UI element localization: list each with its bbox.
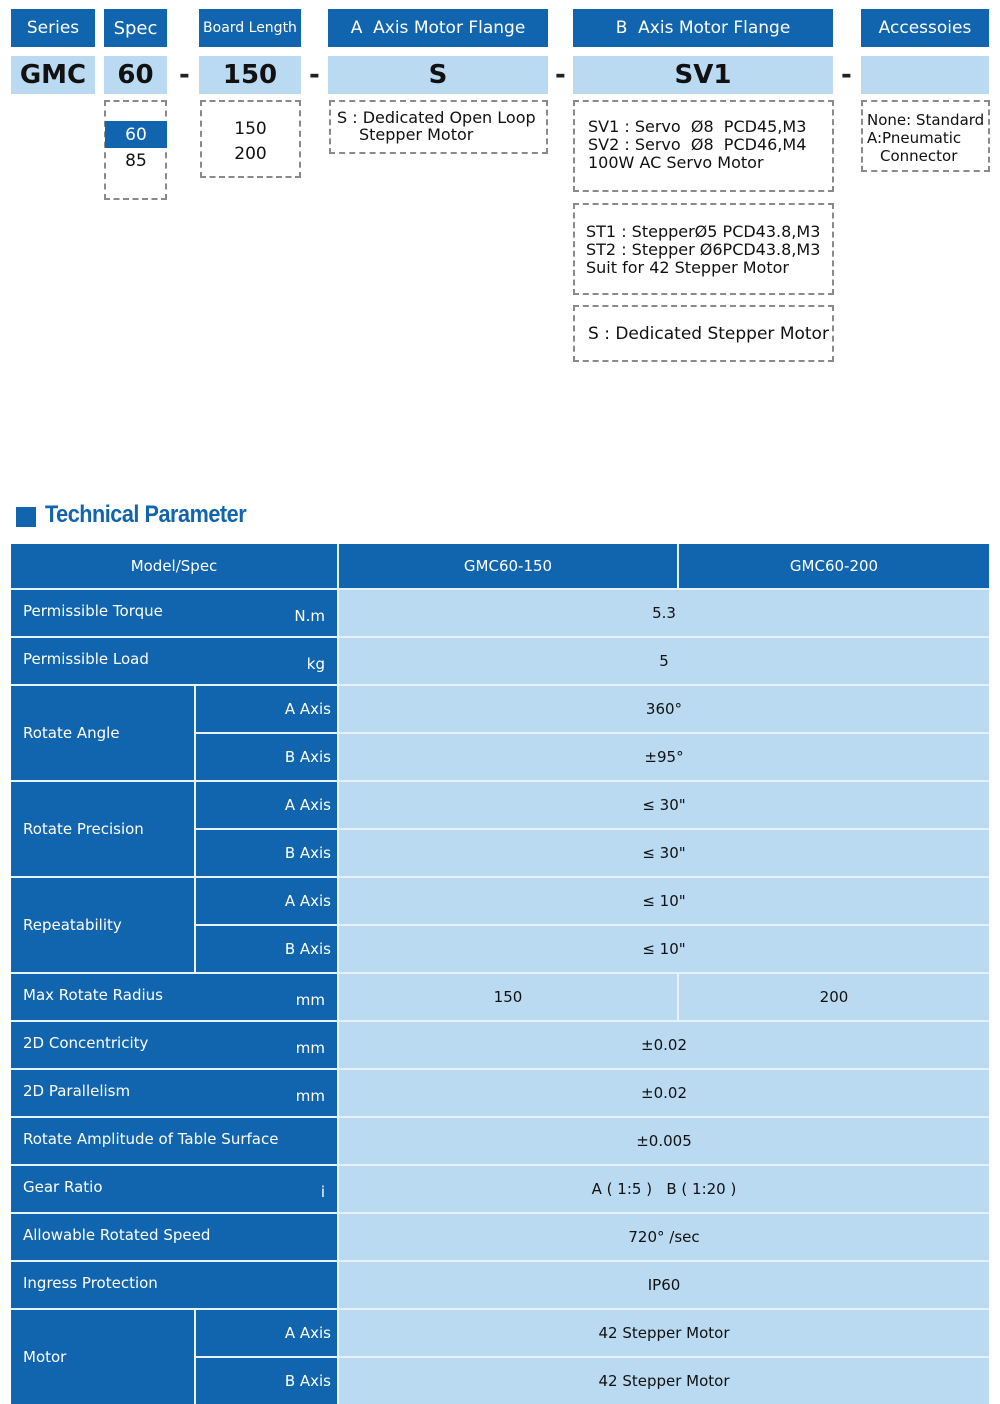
row-label-text: Max Rotate Radius [23, 986, 163, 1004]
row-value [339, 926, 989, 972]
row-value [339, 590, 989, 636]
a-axis-options-box [329, 100, 548, 154]
accessories-option-line: Connector [880, 147, 958, 165]
table-row [11, 1166, 989, 1212]
row-label-text: Rotate Angle [23, 724, 120, 742]
table-row [11, 1118, 989, 1164]
row-sub-label [196, 926, 337, 972]
b-axis-flange-header-label: B Axis Motor Flange [615, 18, 791, 38]
accessories-option-line: None: Standard [867, 111, 985, 129]
row-value [339, 1070, 989, 1116]
b-axis-flange-value-text: SV1 [674, 60, 732, 90]
row-label-text: Allowable Rotated Speed [23, 1226, 211, 1244]
row-label-text: 2D Parallelism [23, 1082, 131, 1100]
row-label [11, 686, 194, 780]
row-value-text: A ( 1:5 ) B ( 1:20 ) [591, 1180, 737, 1198]
row-label [11, 1262, 337, 1308]
b-axis-option-line: 100W AC Servo Motor [588, 153, 764, 172]
row-value-text: ≤ 10" [642, 892, 686, 910]
row-label [11, 1310, 194, 1404]
b-axis-flange-value [573, 56, 833, 94]
row-value-text: ≤ 10" [642, 940, 686, 958]
row-unit [257, 590, 337, 636]
b-axis-option-line: ST1 : StepperØ5 PCD43.8,M3 [586, 222, 821, 241]
b-axis-servo-options-box [573, 100, 834, 192]
spec-option-label: 60 [125, 124, 147, 145]
table-row [11, 878, 989, 972]
board-length-option[interactable] [200, 143, 301, 165]
header-model-text: GMC60-200 [789, 557, 879, 575]
row-unit [257, 1022, 337, 1068]
separator: - [179, 60, 190, 90]
a-axis-flange-header [328, 9, 548, 47]
board-length-option-label: 150 [234, 119, 267, 139]
separator: - [309, 60, 320, 90]
row-unit [257, 974, 337, 1020]
row-value-text: 42 Stepper Motor [598, 1324, 730, 1342]
table-row [11, 590, 989, 636]
series-value [11, 56, 95, 94]
row-sub-label-text: B Axis [284, 1372, 331, 1390]
row-unit-text: N.m [294, 607, 325, 625]
row-value-text: ±0.005 [636, 1132, 692, 1150]
spec-value-text: 60 [117, 60, 154, 90]
row-sub-label [196, 878, 337, 924]
row-value [339, 638, 989, 684]
row-value [339, 686, 989, 732]
row-label-text: Gear Ratio [23, 1178, 103, 1196]
row-value [339, 782, 989, 828]
spec-option-label: 85 [125, 151, 147, 171]
row-sub-label [196, 1310, 337, 1356]
table-row [11, 782, 989, 876]
row-label-text: Rotate Amplitude of Table Surface [23, 1130, 279, 1148]
header-model [679, 544, 989, 588]
accessories-header [861, 9, 989, 47]
row-label [11, 782, 194, 876]
row-value-text: ±0.02 [641, 1036, 687, 1054]
row-sub-label-text: A Axis [284, 700, 331, 718]
row-value-text: 720° /sec [628, 1228, 700, 1246]
series-header [11, 9, 95, 47]
series-header-label: Series [26, 18, 80, 38]
row-label-text: Repeatability [23, 916, 122, 934]
table-row [11, 1262, 989, 1308]
row-value-text: 5.3 [652, 604, 676, 622]
row-label-text: Permissible Load [23, 650, 149, 668]
row-value-text: 150 [493, 988, 523, 1006]
row-label-text: Ingress Protection [23, 1274, 158, 1292]
a-axis-option-line: S : Dedicated Open Loop [337, 108, 536, 127]
row-value-text: 42 Stepper Motor [598, 1372, 730, 1390]
row-sub-label [196, 830, 337, 876]
row-sub-label-text: A Axis [284, 892, 331, 910]
row-sub-label-text: A Axis [284, 1324, 331, 1342]
accessories-options-box [861, 100, 990, 172]
technical-parameter-table [11, 544, 989, 1404]
board-length-header-label: Board Length [203, 20, 297, 36]
b-axis-dedicated-options-box [573, 305, 834, 362]
a-axis-option-line: Stepper Motor [359, 125, 474, 144]
row-sub-label [196, 734, 337, 780]
row-unit-text: mm [295, 1087, 325, 1105]
header-model-text: GMC60-150 [463, 557, 553, 575]
spec-value [104, 56, 167, 94]
table-row [11, 638, 989, 684]
row-sub-label-text: A Axis [284, 796, 331, 814]
a-axis-flange-value-text: S [428, 60, 448, 90]
table-row [11, 1310, 989, 1404]
row-label [11, 1214, 337, 1260]
b-axis-option-line: Suit for 42 Stepper Motor [586, 258, 789, 277]
spec-header [104, 9, 167, 47]
row-sub-label [196, 686, 337, 732]
table-row [11, 974, 989, 1020]
row-value-text: ≤ 30" [642, 796, 686, 814]
accessories-option-line: A:Pneumatic [867, 129, 962, 147]
board-length-header [199, 9, 301, 47]
b-axis-stepper-options-box [573, 203, 834, 295]
row-value [679, 974, 989, 1020]
section-title: Technical Parameter [45, 501, 247, 528]
row-label-text: 2D Concentricity [23, 1034, 149, 1052]
board-length-value [199, 56, 301, 94]
row-value [339, 830, 989, 876]
spec-header-label: Spec [113, 17, 158, 39]
row-value [339, 1022, 989, 1068]
row-unit [257, 1070, 337, 1116]
row-value [339, 878, 989, 924]
row-value-text: 360° [645, 700, 683, 718]
row-value [339, 1262, 989, 1308]
header-model-spec [11, 544, 337, 588]
accessories-value [861, 56, 989, 94]
table-row [11, 1022, 989, 1068]
b-axis-flange-header [573, 9, 833, 47]
row-unit-text: mm [295, 991, 325, 1009]
row-sub-label [196, 782, 337, 828]
row-label-text: Rotate Precision [23, 820, 144, 838]
row-sub-label-text: B Axis [284, 844, 331, 862]
header-model-spec-text: Model/Spec [130, 557, 218, 575]
row-value-text: ±0.02 [641, 1084, 687, 1102]
table-row [11, 1214, 989, 1260]
b-axis-option-line: S : Dedicated Stepper Motor [588, 324, 829, 344]
board-length-option-label: 200 [234, 144, 267, 164]
row-unit-text: i [320, 1183, 325, 1201]
row-value [339, 1166, 989, 1212]
header-model [339, 544, 677, 588]
table-row [11, 1070, 989, 1116]
table-row [11, 686, 989, 780]
series-value-text: GMC [19, 60, 87, 90]
row-value [339, 1310, 989, 1356]
row-value [339, 1358, 989, 1404]
b-axis-option-line: ST2 : Stepper Ø6PCD43.8,M3 [586, 240, 821, 259]
row-sub-label [196, 1358, 337, 1404]
row-label-text: Permissible Torque [23, 602, 163, 620]
a-axis-flange-header-label: A Axis Motor Flange [350, 18, 526, 38]
row-value-text: ±95° [644, 748, 684, 766]
row-value-text: IP60 [647, 1276, 681, 1294]
b-axis-option-line: SV1 : Servo Ø8 PCD45,M3 [588, 117, 807, 136]
row-value [339, 1118, 989, 1164]
row-label-text: Motor [23, 1348, 67, 1366]
row-value-text: ≤ 30" [642, 844, 686, 862]
board-length-value-text: 150 [222, 60, 278, 90]
row-value-text: 5 [659, 652, 669, 670]
row-unit-text: mm [295, 1039, 325, 1057]
a-axis-flange-value [328, 56, 548, 94]
accessories-header-label: Accessoies [878, 18, 972, 38]
spec-option[interactable] [105, 150, 167, 172]
row-unit [257, 1166, 337, 1212]
table-header-row [11, 544, 989, 588]
row-label [11, 878, 194, 972]
separator: - [841, 60, 852, 90]
row-value [339, 734, 989, 780]
row-sub-label-text: B Axis [284, 748, 331, 766]
row-value [339, 1214, 989, 1260]
board-length-option[interactable] [200, 118, 301, 140]
row-value-text: 200 [819, 988, 849, 1006]
separator: - [555, 60, 566, 90]
row-sub-label-text: B Axis [284, 940, 331, 958]
row-value [339, 974, 677, 1020]
b-axis-option-line: SV2 : Servo Ø8 PCD46,M4 [588, 135, 807, 154]
row-unit [257, 638, 337, 684]
row-label [11, 1118, 337, 1164]
spec-option-selected[interactable] [105, 121, 167, 148]
section-title-square-icon [16, 507, 36, 527]
row-unit-text: kg [306, 655, 325, 673]
